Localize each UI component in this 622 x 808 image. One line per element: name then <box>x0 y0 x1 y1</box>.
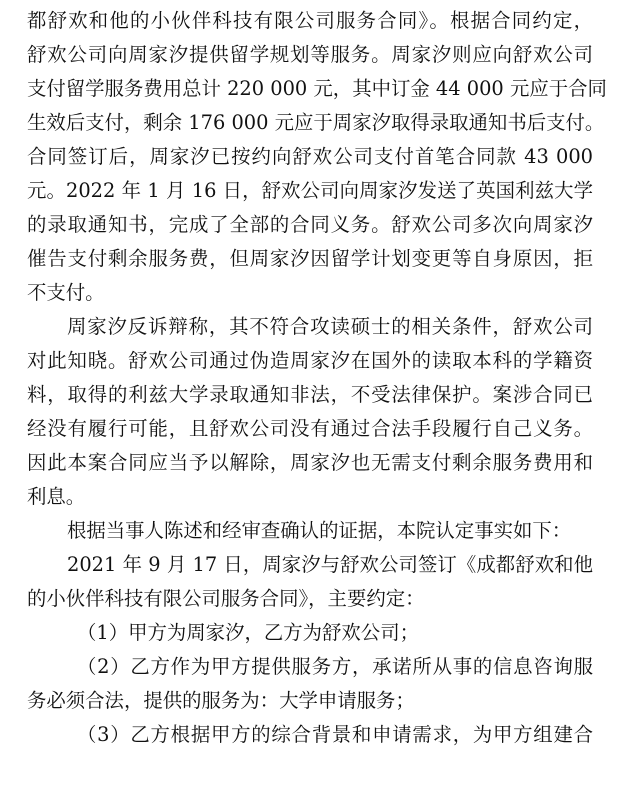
text-line-1: 都舒欢和他的小伙伴科技有限公司服务合同》。根据合同约定， <box>27 9 593 32</box>
document-body <box>27 4 607 752</box>
text-line-18: 的小伙伴科技有限公司服务合同》，主要约定： <box>27 587 425 610</box>
text-line-12: 料，取得的利兹大学录取通知非法，不受法律保护。案涉合同已 <box>27 383 593 406</box>
text-line-10: 周家汐反诉辩称，其不符合攻读硕士的相关条件，舒欢公司 <box>67 315 593 338</box>
text-line-4: 生效后支付，剩余 176 000 元应于周家汐取得录取通知书后支付。 <box>27 111 605 134</box>
text-line-19: （1）甲方为周家汐，乙方为舒欢公司； <box>77 621 419 644</box>
text-line-17: 2021 年 9 月 17 日，周家汐与舒欢公司签订《成都舒欢和他 <box>67 553 593 576</box>
text-line-9: 不支付。 <box>27 281 105 304</box>
text-line-6: 元。2022 年 1 月 16 日，舒欢公司向周家汐发送了英国利兹大学 <box>27 179 593 202</box>
text-line-21: 务必须合法，提供的服务为：大学申请服务； <box>27 689 415 712</box>
text-line-2: 舒欢公司向周家汐提供留学规划等服务。周家汐则应向舒欢公司 <box>27 43 593 66</box>
text-line-15: 利息。 <box>27 485 86 508</box>
text-line-3: 支付留学服务费用总计 220 000 元，其中订金 44 000 元应于合同 <box>27 77 607 100</box>
text-line-8: 催告支付剩余服务费，但周家汐因留学计划变更等自身原因，拒 <box>27 247 593 270</box>
text-line-14: 因此本案合同应当予以解除，周家汐也无需支付剩余服务费用和 <box>27 451 593 474</box>
text-line-5: 合同签订后，周家汐已按约向舒欢公司支付首笔合同款 43 000 <box>27 145 593 168</box>
text-line-22: （3）乙方根据甲方的综合背景和申请需求，为甲方组建合 <box>77 723 593 746</box>
text-line-20: （2）乙方作为甲方提供服务方，承诺所从事的信息咨询服 <box>77 655 593 678</box>
text-line-16: 根据当事人陈述和经审查确认的证据，本院认定事实如下： <box>67 519 572 542</box>
text-line-13: 经没有履行可能，且舒欢公司没有通过合法手段履行自己义务。 <box>27 417 593 440</box>
text-line-7: 的录取通知书，完成了全部的合同义务。舒欢公司多次向周家汐 <box>27 213 593 236</box>
text-line-11: 对此知晓。舒欢公司通过伪造周家汐在国外的读取本科的学籍资 <box>27 349 593 372</box>
